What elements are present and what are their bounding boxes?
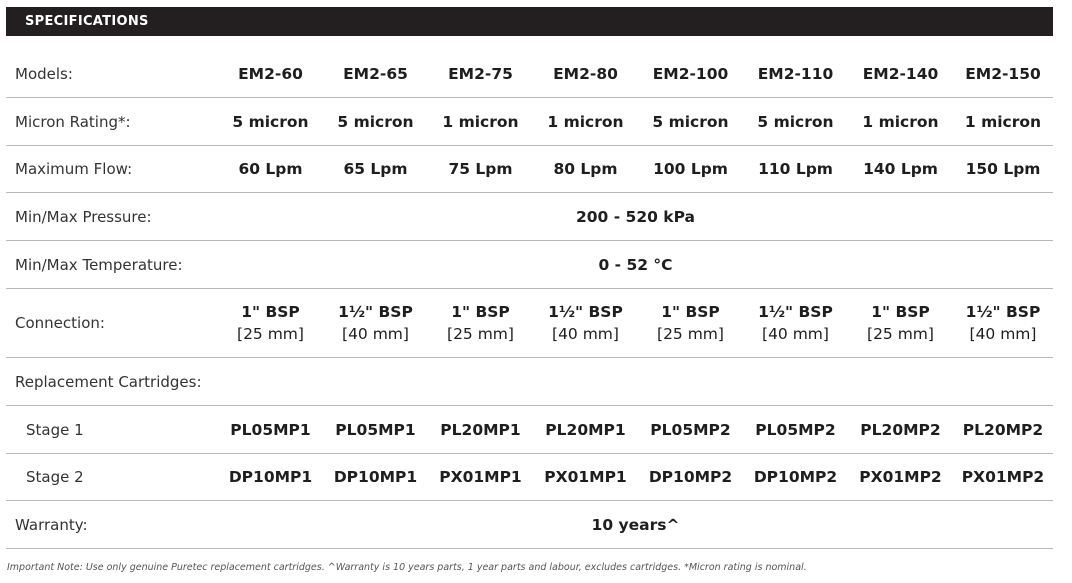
model-cell: EM2-110 [757, 65, 834, 83]
model-cell: EM2-140 [862, 65, 939, 83]
cartridge-cell: PL05MP2 [650, 420, 731, 439]
temperature-value: 0 - 52 °C [598, 255, 673, 274]
cartridge-cell: PX01MP2 [859, 468, 942, 486]
connection-cell [218, 289, 323, 357]
cartridge-cell: PL05MP2 [755, 420, 836, 439]
cartridge-cell: DP10MP1 [333, 468, 418, 486]
flow-cell: 80 Lpm [553, 160, 618, 178]
cartridge-cell: PL20MP1 [545, 420, 626, 439]
important-note: Important Note: Use only genuine Puretec replacement cartridges. ^Warranty is 10 years parts, 1 year parts and labour, excludes cartridges. *Micron rating is nominal. [7, 562, 807, 573]
micron-cell: 1 micron [964, 112, 1042, 131]
model-cell: EM2-150 [965, 65, 1041, 83]
connection-metric: [40 mm] [342, 325, 409, 343]
row-connection [6, 289, 1053, 358]
connection-size: 1" BSP [241, 303, 300, 321]
row-replacement-cartridges [6, 358, 1053, 406]
micron-cell: 1 micron [862, 112, 939, 131]
model-cell: EM2-100 [652, 65, 729, 83]
micron-cell: 1 micron [547, 112, 624, 131]
warranty-value: 10 years^ [591, 515, 680, 534]
row-temperature [6, 241, 1053, 289]
row-models [6, 51, 1053, 98]
connection-size: 1½" BSP [338, 303, 413, 321]
micron-cell: 1 micron [442, 112, 519, 131]
connection-metric: [25 mm] [867, 325, 934, 343]
connection-size: 1½" BSP [758, 303, 833, 321]
section-title: SPECIFICATIONS [25, 14, 149, 29]
row-label: Stage 1 [26, 420, 84, 439]
micron-cell: 5 micron [652, 112, 729, 131]
pressure-value: 200 - 520 kPa [575, 207, 696, 226]
flow-cell: 110 Lpm [758, 160, 833, 178]
model-cell: EM2-80 [553, 65, 618, 83]
connection-metric: [25 mm] [237, 325, 304, 343]
model-cell: EM2-60 [238, 65, 303, 83]
flow-cell: 65 Lpm [343, 160, 408, 178]
cartridge-cell: DP10MP2 [648, 468, 733, 486]
connection-cell [638, 289, 743, 357]
row-stage-1 [6, 406, 1053, 454]
connection-metric: [40 mm] [762, 325, 829, 343]
connection-cell [743, 289, 848, 357]
flow-cell: 75 Lpm [448, 160, 513, 178]
micron-cell: 5 micron [337, 112, 414, 131]
row-maximum-flow [6, 146, 1053, 193]
connection-cell [323, 289, 428, 357]
flow-cell: 60 Lpm [238, 160, 303, 178]
row-label: Connection: [15, 314, 105, 332]
flow-cell: 140 Lpm [863, 160, 938, 178]
micron-cell: 5 micron [757, 112, 834, 131]
row-label: Replacement Cartridges: [15, 372, 202, 391]
specifications-table [6, 51, 1053, 549]
row-label: Warranty: [15, 515, 88, 534]
connection-size: 1" BSP [451, 303, 510, 321]
connection-metric: [25 mm] [657, 325, 724, 343]
connection-cell [848, 289, 953, 357]
cartridge-cell: PL20MP1 [440, 420, 521, 439]
connection-metric: [25 mm] [447, 325, 514, 343]
cartridge-cell: PL20MP2 [962, 420, 1044, 439]
connection-size: 1" BSP [871, 303, 930, 321]
row-stage-2 [6, 454, 1053, 501]
specifications-header [6, 7, 1053, 36]
cartridge-cell: PL05MP1 [230, 420, 311, 439]
row-label: Min/Max Temperature: [15, 255, 183, 274]
cartridge-cell: PL05MP1 [335, 420, 416, 439]
connection-cell [428, 289, 533, 357]
row-label: Micron Rating*: [15, 112, 131, 131]
row-warranty [6, 501, 1053, 549]
model-cell: EM2-75 [448, 65, 513, 83]
row-label: Stage 2 [26, 468, 84, 486]
connection-cell [533, 289, 638, 357]
cartridge-cell: DP10MP2 [753, 468, 838, 486]
flow-cell: 150 Lpm [965, 160, 1041, 178]
connection-cell [953, 289, 1053, 357]
cartridge-cell: PX01MP1 [439, 468, 522, 486]
row-label: Models: [15, 65, 73, 83]
row-label: Maximum Flow: [15, 160, 133, 178]
cartridge-cell: PL20MP2 [860, 420, 941, 439]
connection-metric: [40 mm] [969, 325, 1037, 343]
connection-size: 1½" BSP [548, 303, 623, 321]
connection-size: 1" BSP [661, 303, 720, 321]
micron-cell: 5 micron [232, 112, 309, 131]
row-label: Min/Max Pressure: [15, 207, 152, 226]
cartridge-cell: DP10MP1 [228, 468, 313, 486]
row-micron-rating [6, 98, 1053, 146]
connection-size: 1½" BSP [965, 303, 1041, 321]
flow-cell: 100 Lpm [653, 160, 728, 178]
model-cell: EM2-65 [343, 65, 408, 83]
cartridge-cell: PX01MP2 [961, 468, 1045, 486]
cartridge-cell: PX01MP1 [544, 468, 627, 486]
connection-metric: [40 mm] [552, 325, 619, 343]
row-pressure [6, 193, 1053, 241]
